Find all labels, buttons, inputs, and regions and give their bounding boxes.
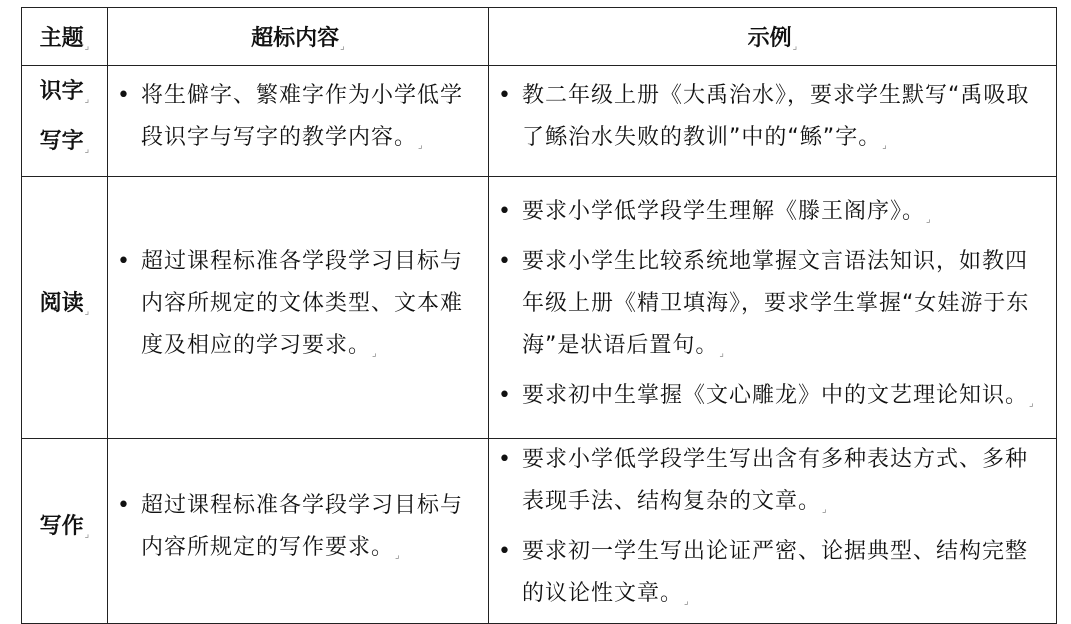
list-item: • 要求小学低学段学生理解《滕王阁序》。⌟ [489,191,1056,241]
theme-text: 识字 [39,79,84,104]
list-item: • 要求初一学生写出论证严密、论据典型、结构完整的议论性文章。⌟ [489,531,1056,623]
table-row [22,66,1057,177]
example-cell [489,439,1057,624]
theme-cell: 阅读⌟ [22,177,108,439]
list-item: • 将生僻字、繁难字作为小学低学段识字与写字的教学内容。⌟ [108,75,488,167]
overstandard-cell [108,177,489,439]
header-row [22,8,1057,66]
theme-cell: 识字⌟ 写字⌟ [22,66,108,177]
table-row [22,177,1057,439]
overstandard-cell [108,66,489,177]
theme-text: 写作 [39,514,84,539]
list-item: • 要求小学低学段学生写出含有多种表达方式、多种表现手法、结构复杂的文章。⌟ [489,439,1056,531]
header-examples-label: 示例 [747,26,792,51]
header-theme-label: 主题 [39,26,84,51]
example-cell [489,66,1057,177]
header-examples: 示例⌟ [489,8,1057,66]
theme-cell: 写作⌟ [22,439,108,624]
list-item: • 超过课程标准各学段学习目标与内容所规定的文体类型、文本难度及相应的学习要求。⌟ [108,241,488,375]
example-cell [489,177,1057,439]
header-theme: 主题⌟ [22,8,108,66]
theme-text: 阅读 [39,290,84,316]
overstandard-table [21,7,1057,624]
list-item: • 要求初中生掌握《文心雕龙》中的文艺理论知识。⌟ [489,375,1056,425]
table-row [22,439,1057,624]
header-overstandard-label: 超标内容 [251,26,340,51]
list-item: • 超过课程标准各学段学习目标与内容所规定的写作要求。⌟ [108,485,488,577]
header-overstandard: 超标内容⌟ [108,8,489,66]
overstandard-cell [108,439,489,624]
list-item: • 教二年级上册《大禹治水》，要求学生默写“禹吸取了鲧治水失败的教训”中的“鲧”字。⌟ [489,75,1056,167]
theme-text: 写字 [39,129,84,154]
list-item: • 要求小学生比较系统地掌握文言语法知识，如教四年级上册《精卫填海》，要求学生掌握“女娃游于东海”是状语后置句。⌟ [489,241,1056,375]
